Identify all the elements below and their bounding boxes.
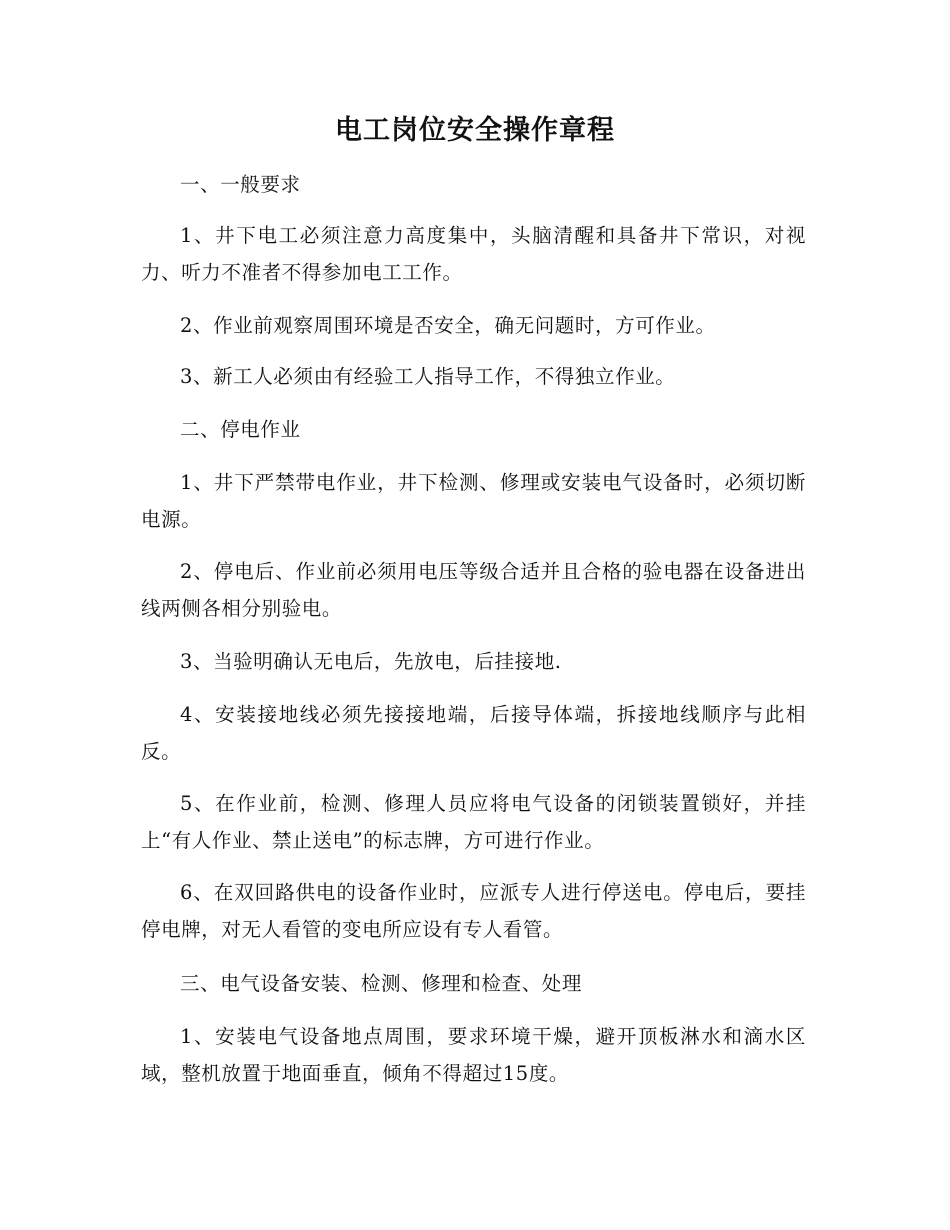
paragraph-general-1: 1、井下电工必须注意力高度集中，头脑清醒和具备井下常识，对视力、听力不准者不得参加电工工作。 [141, 224, 806, 284]
paragraph-general-3: 3、新工人必须由有经验工人指导工作，不得独立作业。 [180, 365, 676, 388]
paragraph-power-off-4: 4、安装接地线必须先接接地端，后接导体端，拆接地线顺序与此相反。 [141, 703, 806, 763]
paragraph-power-off-5: 5、在作业前，检测、修理人员应将电气设备的闭锁装置锁好，并挂上“有人作业、禁止送电”的标志牌，方可进行作业。 [141, 792, 806, 852]
paragraph-equipment-1: 1、安装电气设备地点周围，要求环境干燥，避开顶板淋水和滴水区域，整机放置于地面垂直，倾角不得超过15度。 [141, 1025, 806, 1085]
section-heading-general: 一、一般要求 [180, 173, 301, 196]
paragraph-power-off-2: 2、停电后、作业前必须用电压等级合适并且合格的验电器在设备进出线两侧各相分别验电。 [141, 560, 806, 620]
paragraph-power-off-3: 3、当验明确认无电后，先放电，后挂接地. [180, 650, 562, 673]
paragraph-general-2: 2、作业前观察周围环境是否安全，确无问题时，方可作业。 [180, 314, 716, 337]
paragraph-power-off-1: 1、井下严禁带电作业，井下检测、修理或安装电气设备时，必须切断电源。 [141, 471, 806, 531]
section-heading-power-off: 二、停电作业 [180, 418, 301, 441]
document-title: 电工岗位安全操作章程 [335, 115, 615, 146]
paragraph-power-off-6: 6、在双回路供电的设备作业时，应派专人进行停送电。停电后，要挂停电牌，对无人看管的变电所应设有专人看管。 [141, 881, 806, 941]
section-heading-equipment: 三、电气设备安装、检测、修理和检查、处理 [180, 972, 583, 995]
